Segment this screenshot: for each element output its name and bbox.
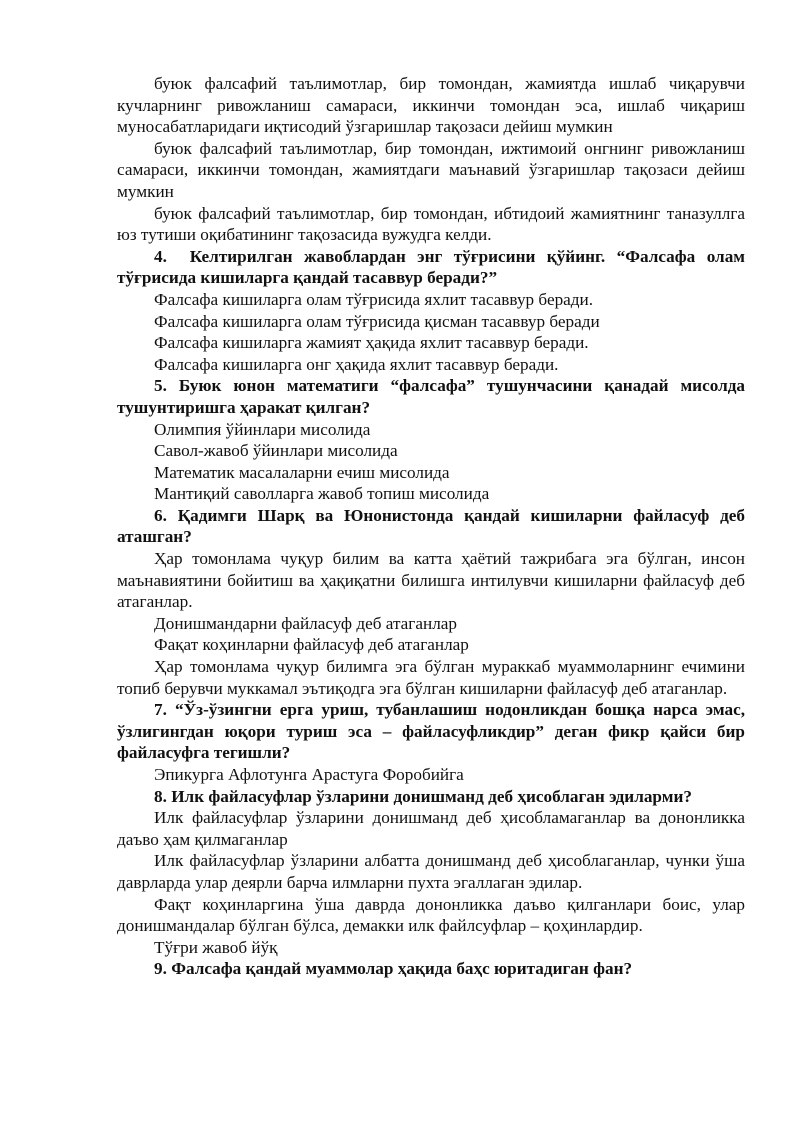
question-number: 4. — [154, 246, 167, 266]
question-number: 6. — [154, 505, 167, 525]
question-5 — [117, 375, 745, 418]
answer-option: Фақт коҳинларгина ўша даврда дононликка даъво қилганлари боис, улар донишмандалар бўлган бўлса, демакки илк файлсуфлар – қоҳинлардир. — [117, 894, 745, 936]
answer-option: Ҳар томонлама чуқур билим ва катта ҳаётий тажрибага эга бўлган, инсон маънавиятини бойитиш ва ҳақиқатни билишга интилувчи кишиларни файласуф деб атаганлар. — [117, 549, 745, 612]
question-text: Қадимги Шарқ ва Юнонистонда қандай кишиларни файласуф деб аташган? — [117, 505, 746, 547]
question-number: 9. — [154, 959, 167, 979]
question-7 — [117, 699, 745, 764]
question-text: Фалсафа қандай муаммолар ҳақида баҳс юритадиган фан? — [171, 959, 633, 979]
answer-option: Савол-жавоб ўйинлари мисолида — [154, 441, 398, 461]
answer-option: Тўғри жавоб йўқ — [154, 937, 278, 957]
answer-option: Илк файласуфлар ўзларини албатта донишманд деб ҳисоблаганлар, чунки ўша даврларда улар деярли барча илмларни пухта эгаллаган эдилар. — [117, 851, 745, 892]
answer-option: буюк фалсафий таълимотлар, бир томондан, жамиятда ишлаб чиқарувчи кучларнинг ривожланиш самараси, иккинчи томондан эса, ишлаб чиқариш муносабатларидаги иқтисодий ўзгаришлар тақозаси дейиш мумкин — [117, 74, 745, 137]
answer-option: Донишмандарни файласуф деб атаганлар — [154, 613, 457, 633]
answer-option: Фалсафа кишиларга олам тўғрисида яхлит тасаввур беради. — [154, 289, 594, 309]
answer-option: буюк фалсафий таълимотлар, бир томондан, ижтимоий онгнинг ривожланиш самараси, иккинчи томондан, жамиятдаги маънавий ўзгаришлар тақозаси дейиш мумкин — [117, 138, 745, 201]
question-text: Келтирилган жавоблардан энг тўғрисини қўйинг. “Фалсафа олам тўғрисида кишиларга қандай тасаввур беради?” — [117, 246, 746, 288]
answer-option: Эпикурга Афлотунга Арастуга Форобийга — [154, 765, 464, 784]
answer-option: Фақат коҳинларни файласуф деб атаганлар — [154, 635, 469, 655]
question-4 — [117, 246, 745, 289]
answer-option: Фалсафа кишиларга жамият ҳақида яхлит тасаввур беради. — [154, 333, 589, 353]
answer-option: буюк фалсафий таълимотлар, бир томондан, ибтидоий жамиятнинг таназуллга юз тутиши оқибатининг тақозасида вужудга келди. — [117, 203, 745, 245]
question-9 — [117, 958, 745, 980]
answer-option: Мантиқий саволларга жавоб топиш мисолида — [154, 484, 490, 504]
answer-option: Фалсафа кишиларга онг ҳақида яхлит тасаввур беради. — [154, 354, 559, 374]
answer-option: Математик масалаларни ечиш мисолида — [154, 462, 450, 482]
answer-option: Олимпия ўйинлари мисолида — [154, 419, 371, 439]
question-text: “Ўз-ўзингни ерга уриш, тубанлашиш нодонликдан бошқа нарса эмас, ўзлигингдан юқори туриш эса – файласуфликдир” деган фикр қайси бир файласуфга тегишли? — [117, 700, 746, 763]
document-page — [117, 73, 745, 980]
question-8 — [117, 786, 745, 808]
question-text: Буюк юнон математиги “фалсафа” тушунчасини қанадай мисолда тушунтиришга ҳаракат қилган? — [117, 376, 746, 417]
question-number: 5. — [154, 376, 167, 396]
question-number: 8. — [154, 786, 167, 806]
answer-option: Илк файласуфлар ўзларини донишманд деб ҳисобламаганлар ва дононликка даъво ҳам қилмаганлар — [117, 808, 745, 849]
answer-option: Фалсафа кишиларга олам тўғрисида қисман тасаввур беради — [154, 311, 600, 331]
answer-option: Ҳар томонлама чуқур билимга эга бўлган мураккаб муаммоларнинг ечимини топиб берувчи муккамал эътиқодга эга бўлган кишиларни файласуф деб атаганлар. — [117, 657, 745, 698]
question-6 — [117, 505, 745, 548]
question-text: Илк файласуфлар ўзларини донишманд деб ҳисоблаган эдиларми? — [171, 786, 692, 806]
question-number: 7. — [154, 700, 167, 720]
